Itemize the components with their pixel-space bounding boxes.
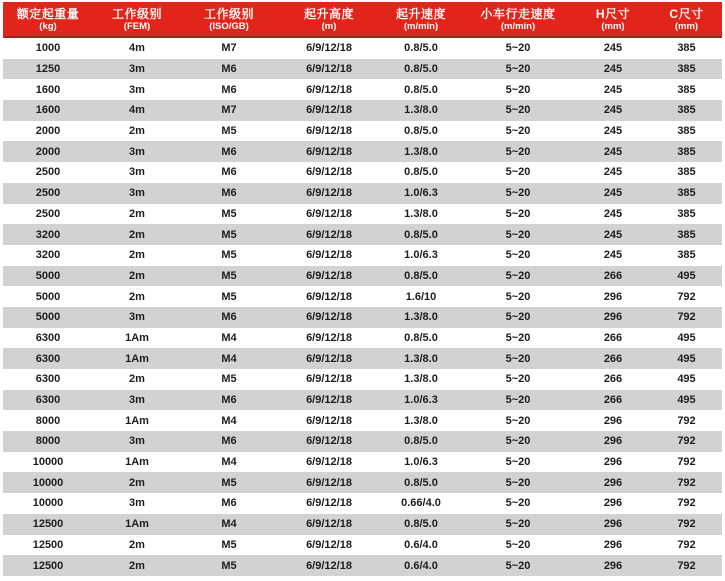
cell-lifting-height-m: 6/9/12/18 [277,37,381,59]
cell-c-dimension-mm: 385 [651,59,722,80]
cell-trolley-travel-speed: 5~20 [461,431,575,452]
cell-lifting-speed: 1.0/6.3 [381,452,461,473]
cell-trolley-travel-speed: 5~20 [461,328,575,349]
cell-rated-capacity-kg: 10000 [3,452,93,473]
cell-work-class-iso-gb: M5 [181,286,277,307]
cell-lifting-height-m: 6/9/12/18 [277,100,381,121]
cell-lifting-speed: 1.6/10 [381,286,461,307]
cell-h-dimension-mm: 296 [575,431,651,452]
table-row [3,369,722,390]
cell-h-dimension-mm: 296 [575,535,651,556]
table-row [3,307,722,328]
table-header-row [3,2,722,37]
cell-h-dimension-mm: 245 [575,141,651,162]
cell-h-dimension-mm: 266 [575,369,651,390]
cell-lifting-height-m: 6/9/12/18 [277,493,381,514]
cell-c-dimension-mm: 385 [651,183,722,204]
cell-lifting-speed: 0.66/4.0 [381,493,461,514]
cell-c-dimension-mm: 385 [651,100,722,121]
column-header-unit: (m/min) [403,20,439,32]
cell-h-dimension-mm: 245 [575,162,651,183]
cell-work-class-fem: 1Am [93,514,181,535]
cell-lifting-height-m: 6/9/12/18 [277,348,381,369]
cell-rated-capacity-kg: 8000 [3,410,93,431]
cell-c-dimension-mm: 495 [651,266,722,287]
cell-c-dimension-mm: 792 [651,493,722,514]
column-header-work_class_iso_gb [181,2,277,37]
cell-work-class-fem: 2m [93,472,181,493]
cell-lifting-speed: 0.8/5.0 [381,162,461,183]
cell-h-dimension-mm: 245 [575,59,651,80]
table-row [3,535,722,556]
column-header-label: 起升高度 [303,6,354,21]
table-row [3,555,722,576]
column-header-unit: (ISO/GB) [209,20,249,32]
cell-c-dimension-mm: 385 [651,224,722,245]
cell-trolley-travel-speed: 5~20 [461,452,575,473]
cell-lifting-speed: 0.8/5.0 [381,59,461,80]
cell-h-dimension-mm: 266 [575,266,651,287]
cell-c-dimension-mm: 792 [651,472,722,493]
cell-h-dimension-mm: 245 [575,79,651,100]
cell-work-class-fem: 3m [93,493,181,514]
cell-lifting-height-m: 6/9/12/18 [277,245,381,266]
cell-trolley-travel-speed: 5~20 [461,100,575,121]
cell-lifting-height-m: 6/9/12/18 [277,266,381,287]
cell-lifting-height-m: 6/9/12/18 [277,472,381,493]
cell-lifting-speed: 1.3/8.0 [381,307,461,328]
cell-h-dimension-mm: 245 [575,121,651,142]
cell-rated-capacity-kg: 12500 [3,535,93,556]
cell-c-dimension-mm: 792 [651,514,722,535]
cell-work-class-iso-gb: M5 [181,555,277,576]
cell-work-class-fem: 2m [93,555,181,576]
cell-lifting-speed: 1.3/8.0 [381,410,461,431]
cell-work-class-iso-gb: M6 [181,431,277,452]
cell-work-class-iso-gb: M6 [181,141,277,162]
column-header-trolley_travel_speed [461,2,575,37]
cell-work-class-iso-gb: M4 [181,348,277,369]
table-row [3,431,722,452]
cell-work-class-fem: 4m [93,37,181,59]
cell-h-dimension-mm: 296 [575,286,651,307]
cell-lifting-height-m: 6/9/12/18 [277,183,381,204]
cell-rated-capacity-kg: 5000 [3,266,93,287]
cell-trolley-travel-speed: 5~20 [461,162,575,183]
table-row [3,452,722,473]
cell-h-dimension-mm: 296 [575,452,651,473]
cell-rated-capacity-kg: 2500 [3,204,93,225]
cell-lifting-height-m: 6/9/12/18 [277,162,381,183]
cell-rated-capacity-kg: 6300 [3,328,93,349]
cell-rated-capacity-kg: 1600 [3,79,93,100]
cell-rated-capacity-kg: 12500 [3,555,93,576]
cell-trolley-travel-speed: 5~20 [461,183,575,204]
table-row [3,59,722,80]
table-row [3,266,722,287]
cell-rated-capacity-kg: 1250 [3,59,93,80]
cell-c-dimension-mm: 385 [651,121,722,142]
cell-c-dimension-mm: 385 [651,162,722,183]
cell-lifting-height-m: 6/9/12/18 [277,204,381,225]
column-header-label: 工作级别 [111,6,162,21]
cell-h-dimension-mm: 245 [575,100,651,121]
cell-c-dimension-mm: 495 [651,348,722,369]
cell-lifting-speed: 1.3/8.0 [381,141,461,162]
column-header-label: 小车行走速度 [480,6,556,21]
cell-rated-capacity-kg: 3200 [3,245,93,266]
cell-work-class-iso-gb: M5 [181,245,277,266]
cell-rated-capacity-kg: 6300 [3,348,93,369]
cell-c-dimension-mm: 495 [651,328,722,349]
cell-work-class-fem: 2m [93,266,181,287]
cell-lifting-height-m: 6/9/12/18 [277,452,381,473]
cell-rated-capacity-kg: 6300 [3,369,93,390]
table-row [3,348,722,369]
column-header-unit: (kg) [39,20,57,32]
cell-work-class-fem: 3m [93,79,181,100]
cell-work-class-fem: 3m [93,307,181,328]
cell-c-dimension-mm: 385 [651,141,722,162]
column-header-unit: (m/min) [500,20,536,32]
cell-lifting-height-m: 6/9/12/18 [277,431,381,452]
table-row [3,37,722,59]
cell-c-dimension-mm: 495 [651,369,722,390]
cell-lifting-speed: 0.8/5.0 [381,514,461,535]
cell-c-dimension-mm: 385 [651,79,722,100]
table-row [3,328,722,349]
cell-work-class-fem: 3m [93,390,181,411]
table-row [3,245,722,266]
cell-lifting-speed: 1.3/8.0 [381,348,461,369]
cell-trolley-travel-speed: 5~20 [461,79,575,100]
cell-h-dimension-mm: 296 [575,493,651,514]
cell-work-class-iso-gb: M6 [181,390,277,411]
cell-h-dimension-mm: 296 [575,307,651,328]
cell-work-class-fem: 1Am [93,348,181,369]
cell-c-dimension-mm: 792 [651,286,722,307]
cell-lifting-speed: 0.8/5.0 [381,121,461,142]
cell-lifting-height-m: 6/9/12/18 [277,121,381,142]
cell-h-dimension-mm: 266 [575,348,651,369]
cell-lifting-height-m: 6/9/12/18 [277,286,381,307]
cell-lifting-speed: 1.0/6.3 [381,390,461,411]
cell-lifting-speed: 1.3/8.0 [381,100,461,121]
column-header-rated_capacity [3,2,93,37]
cell-h-dimension-mm: 245 [575,37,651,59]
cell-trolley-travel-speed: 5~20 [461,555,575,576]
cell-c-dimension-mm: 495 [651,390,722,411]
cell-h-dimension-mm: 296 [575,472,651,493]
cell-c-dimension-mm: 792 [651,410,722,431]
cell-lifting-speed: 0.8/5.0 [381,472,461,493]
cell-rated-capacity-kg: 1000 [3,37,93,59]
cell-work-class-iso-gb: M5 [181,121,277,142]
column-header-unit: (FEM) [123,20,151,32]
cell-lifting-speed: 0.8/5.0 [381,224,461,245]
cell-trolley-travel-speed: 5~20 [461,307,575,328]
cell-lifting-speed: 1.0/6.3 [381,183,461,204]
cell-work-class-fem: 2m [93,535,181,556]
cell-h-dimension-mm: 296 [575,410,651,431]
table-row [3,121,722,142]
cell-c-dimension-mm: 792 [651,452,722,473]
cell-work-class-fem: 2m [93,245,181,266]
cell-work-class-fem: 3m [93,162,181,183]
table-row [3,493,722,514]
cell-work-class-iso-gb: M7 [181,37,277,59]
cell-work-class-iso-gb: M7 [181,100,277,121]
cell-lifting-speed: 0.6/4.0 [381,535,461,556]
cell-lifting-height-m: 6/9/12/18 [277,59,381,80]
cell-work-class-fem: 3m [93,431,181,452]
cell-rated-capacity-kg: 5000 [3,286,93,307]
cell-lifting-height-m: 6/9/12/18 [277,141,381,162]
cell-work-class-fem: 2m [93,369,181,390]
cell-c-dimension-mm: 385 [651,204,722,225]
cell-lifting-speed: 0.8/5.0 [381,37,461,59]
table-row [3,204,722,225]
cell-lifting-height-m: 6/9/12/18 [277,224,381,245]
cell-c-dimension-mm: 792 [651,307,722,328]
cell-c-dimension-mm: 792 [651,431,722,452]
cell-trolley-travel-speed: 5~20 [461,535,575,556]
cell-c-dimension-mm: 385 [651,37,722,59]
cell-lifting-speed: 1.3/8.0 [381,369,461,390]
column-header-label: H尺寸 [595,6,631,21]
cell-work-class-iso-gb: M6 [181,162,277,183]
cell-work-class-iso-gb: M5 [181,224,277,245]
cell-lifting-height-m: 6/9/12/18 [277,555,381,576]
table-row [3,79,722,100]
cell-work-class-iso-gb: M5 [181,535,277,556]
cell-trolley-travel-speed: 5~20 [461,141,575,162]
cell-lifting-speed: 0.8/5.0 [381,328,461,349]
cell-work-class-fem: 1Am [93,452,181,473]
cell-work-class-fem: 1Am [93,410,181,431]
cell-work-class-iso-gb: M5 [181,369,277,390]
cell-trolley-travel-speed: 5~20 [461,472,575,493]
cell-lifting-height-m: 6/9/12/18 [277,535,381,556]
cell-h-dimension-mm: 296 [575,555,651,576]
table-row [3,100,722,121]
cell-trolley-travel-speed: 5~20 [461,286,575,307]
cell-rated-capacity-kg: 3200 [3,224,93,245]
cell-lifting-height-m: 6/9/12/18 [277,390,381,411]
column-header-unit: (m) [321,20,337,32]
cell-work-class-fem: 2m [93,121,181,142]
cell-h-dimension-mm: 245 [575,245,651,266]
cell-rated-capacity-kg: 2500 [3,162,93,183]
column-header-work_class_fem [93,2,181,37]
cell-lifting-height-m: 6/9/12/18 [277,79,381,100]
cell-work-class-iso-gb: M5 [181,204,277,225]
column-header-label: 工作级别 [203,6,254,21]
column-header-label: C尺寸 [669,6,704,21]
cell-trolley-travel-speed: 5~20 [461,121,575,142]
cell-rated-capacity-kg: 1600 [3,100,93,121]
cell-h-dimension-mm: 245 [575,224,651,245]
cell-lifting-speed: 0.8/5.0 [381,431,461,452]
column-header-label: 额定起重量 [16,6,80,21]
cell-h-dimension-mm: 245 [575,204,651,225]
cell-h-dimension-mm: 296 [575,514,651,535]
cell-work-class-fem: 1Am [93,328,181,349]
table-row [3,390,722,411]
cell-work-class-iso-gb: M5 [181,472,277,493]
table-row [3,514,722,535]
cell-h-dimension-mm: 266 [575,328,651,349]
cell-lifting-speed: 1.0/6.3 [381,245,461,266]
column-header-lifting_speed [381,2,461,37]
cell-trolley-travel-speed: 5~20 [461,204,575,225]
column-header-h_dimension [575,2,651,37]
cell-trolley-travel-speed: 5~20 [461,37,575,59]
cell-work-class-iso-gb: M5 [181,266,277,287]
cell-lifting-height-m: 6/9/12/18 [277,328,381,349]
cell-lifting-speed: 0.8/5.0 [381,79,461,100]
table-row [3,162,722,183]
cell-work-class-fem: 3m [93,141,181,162]
cell-lifting-height-m: 6/9/12/18 [277,514,381,535]
cell-trolley-travel-speed: 5~20 [461,390,575,411]
cell-trolley-travel-speed: 5~20 [461,410,575,431]
cell-lifting-height-m: 6/9/12/18 [277,307,381,328]
cell-work-class-iso-gb: M6 [181,307,277,328]
cell-rated-capacity-kg: 2000 [3,141,93,162]
cell-rated-capacity-kg: 8000 [3,431,93,452]
cell-work-class-fem: 2m [93,224,181,245]
cell-trolley-travel-speed: 5~20 [461,369,575,390]
column-header-lifting_height [277,2,381,37]
column-header-c_dimension [651,2,722,37]
cell-work-class-fem: 3m [93,183,181,204]
cell-trolley-travel-speed: 5~20 [461,514,575,535]
cell-rated-capacity-kg: 10000 [3,493,93,514]
cell-trolley-travel-speed: 5~20 [461,348,575,369]
cell-work-class-iso-gb: M4 [181,328,277,349]
cell-trolley-travel-speed: 5~20 [461,493,575,514]
cell-lifting-speed: 0.8/5.0 [381,266,461,287]
cell-work-class-fem: 4m [93,100,181,121]
cell-work-class-iso-gb: M6 [181,79,277,100]
cell-h-dimension-mm: 266 [575,390,651,411]
cell-trolley-travel-speed: 5~20 [461,245,575,266]
cell-lifting-speed: 0.6/4.0 [381,555,461,576]
cell-rated-capacity-kg: 2000 [3,121,93,142]
table-row [3,472,722,493]
cell-rated-capacity-kg: 5000 [3,307,93,328]
cell-work-class-fem: 2m [93,204,181,225]
cell-work-class-iso-gb: M4 [181,514,277,535]
column-header-unit: (mm) [674,20,699,32]
cell-work-class-iso-gb: M4 [181,452,277,473]
cell-work-class-fem: 3m [93,59,181,80]
cell-trolley-travel-speed: 5~20 [461,59,575,80]
cell-trolley-travel-speed: 5~20 [461,224,575,245]
cell-lifting-height-m: 6/9/12/18 [277,369,381,390]
spec-table [3,2,722,576]
table-row [3,183,722,204]
cell-lifting-height-m: 6/9/12/18 [277,410,381,431]
table-row [3,410,722,431]
table-row [3,286,722,307]
cell-h-dimension-mm: 245 [575,183,651,204]
cell-rated-capacity-kg: 12500 [3,514,93,535]
cell-rated-capacity-kg: 10000 [3,472,93,493]
column-header-label: 起升速度 [395,6,446,21]
cell-trolley-travel-speed: 5~20 [461,266,575,287]
cell-c-dimension-mm: 792 [651,535,722,556]
cell-work-class-iso-gb: M6 [181,59,277,80]
cell-work-class-iso-gb: M6 [181,183,277,204]
table-row [3,224,722,245]
column-header-unit: (mm) [601,20,625,32]
cell-work-class-fem: 2m [93,286,181,307]
cell-lifting-speed: 1.3/8.0 [381,204,461,225]
cell-rated-capacity-kg: 6300 [3,390,93,411]
cell-c-dimension-mm: 385 [651,245,722,266]
cell-c-dimension-mm: 792 [651,555,722,576]
cell-work-class-iso-gb: M4 [181,410,277,431]
cell-work-class-iso-gb: M6 [181,493,277,514]
table-row [3,141,722,162]
cell-rated-capacity-kg: 2500 [3,183,93,204]
